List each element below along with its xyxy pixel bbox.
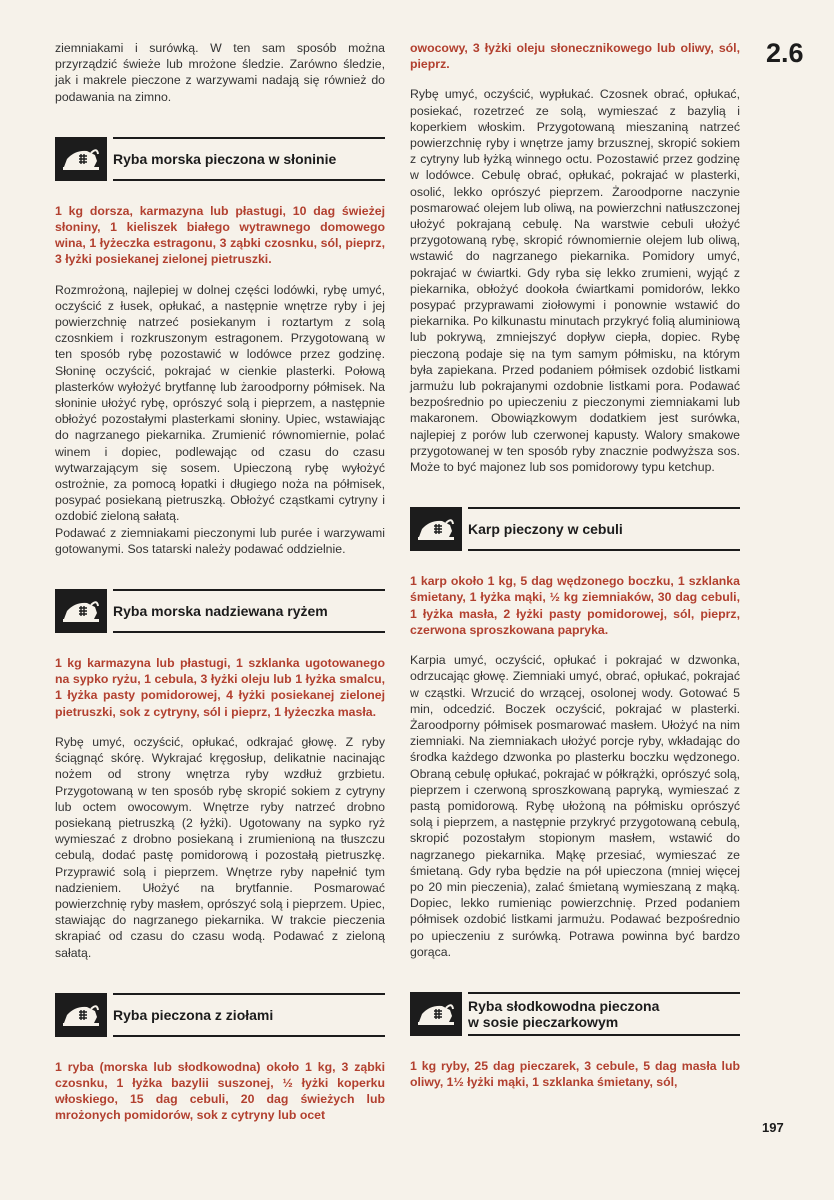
recipe-title [468, 994, 740, 1034]
baking-dish-icon [410, 507, 462, 551]
ingredients-text: 1 kg dorsza, karmazyna lub płastugi, 10 dag świeżej słoniny, 1 kieliszek białego wytrawnego domowego wina, 1 łyżeczka estragonu, 3 ząbki czosnku, sól, pieprz, 3 łyżki posiekanej zielonej pietruszki. [55, 203, 385, 267]
recipe-header [55, 993, 385, 1037]
ingredients-text: 1 karp około 1 kg, 5 dag wędzonego boczku, 1 szklanka śmietany, 1 łyżka mąki, ½ kg ziemniaków, 30 dag cebuli, 1 łyżka masła, 2 łyżki pasty pomidorowej, sól, pieprz, czerwona sproszkowana papryka. [410, 574, 740, 637]
intro-text: ziemniakami i surówką. W ten sam sposób można przyrządzić świeże lub mrożone śledzie. Zarówno śledzie, jak i makrele pieczone z warzywami nadają się również do podawania na zimno. [55, 41, 385, 104]
instructions-text: Karpia umyć, oczyścić, opłukać i pokrajać w dzwonka, odrzucając głowę. Ziemniaki umyć, obrać, opłukać, pokrajać w cząstki. Wrzucić do wrzącej, osolonej wody. Gotować 5 min, odcedzić. Boczek oczyścić, pokrajać w plasterki. Żaroodporny półmisek posmarować masłem. Ułożyć na nim ziemniaki. Na ziemniakach ułożyć porcje ryby, wkładając do środka każdego dzwonka po plasterku boczku wędzonego. Obraną cebulę opłukać, pokrajać w półkrążki, oprószyć solą, pieprzem i czerwoną sproszkowaną papryką, wymieszać z pastą pomidorową. Rybę ułożoną na półmisku oprószyć solą i pieprzem, a następnie przykryć przygotowaną cebulą, skropić pozostałym stopionym masłem, wstawić do nagrzanego piekarnika. Mąkę przesiać, wymieszać ze śmietaną. Gdy ryba będzie na pół upieczona (mniej więcej po 20 min pieczenia), zalać śmietaną wymieszaną z mąką. Dopiec, lekko rumieniąc powierzchnię. Przed podaniem półmisek ozdobić listkami jarmużu. Podawać bezpośrednio po upieczeniu z surówką. Potrawa powinna być bardzo gorąca. [410, 653, 740, 959]
left-column [55, 40, 385, 1124]
recipe-header [410, 992, 740, 1036]
baking-dish-icon [410, 992, 462, 1036]
baking-dish-icon [55, 589, 107, 633]
baking-dish-icon [55, 993, 107, 1037]
page-number: 197 [762, 1120, 784, 1135]
recipe-header [410, 507, 740, 551]
ingredients-text: 1 ryba (morska lub słodkowodna) około 1 kg, 3 ząbki czosnku, 1 łyżka bazylii suszonej, ½ łyżki koperku włoskiego, 15 dag cebuli, 20 dag świeżych lub mrożonych pomidorów, sok z cytryny lub ocet [55, 1059, 385, 1123]
recipe-title-line1: Ryba słodkowodna pieczona [468, 997, 660, 1014]
recipe-header [55, 137, 385, 181]
serving-text: Podawać z ziemniakami pieczonymi lub purée i warzywami gotowanymi. Sos tatarski należy podawać oddzielnie. [55, 525, 385, 556]
instructions-text: Rybę umyć, oczyścić, wypłukać. Czosnek obrać, opłukać, posiekać, rozetrzeć ze solą, wymieszać z bazylią i koperkiem włoskim. Przygotowaną mieszaniną natrzeć powierzchnię ryby i wnętrze jamy brzusznej, skropić sokiem z cytryny lub łyżką winnego octu. Pozostawić przez godzinę w lodówce. Cebulę obrać, opłukać, pokrajać w plasterki, osolić, lekko oprószyć pieprzem. Żaroodporne naczynie posmarować olejem lub oliwą, na powierzchni natłuszczonej ułożyć pokrajaną cebulę. Na warstwie cebuli ułożyć przygotowaną rybę, skropić równomiernie olejem lub oliwą, wstawić do nagrzanego piekarnika. Pomidory umyć, pokrajać w ćwiartki. Gdy ryba się lekko zrumieni, wyjąć z piekarnika, obłożyć dookoła ćwiartkami pomidorów, lekko posypać przyprawami ziołowymi i ponownie wstawić do piekarnika. Po kilkunastu minutach przykryć folią aluminiową lub pokrywą, zmniejszyć dopływ ciepła, dopiec. Rybę pieczoną podaje się na tym samym półmisku, na którym była zapiekana. Przed podaniem półmisek ozdobić listkami jarmużu lub pokrajanymi ozdobnie listkami pora. Podawać bezpośrednio po upieczeniu z pieczonymi ziemniakami lub makaronem. Obowiązkowym dodatkiem jest surówka, najlepiej z porów lub czerwonej kapusty. Walory smakowe przygotowanej w ten sposób ryby znacznie podwyższa sos. Może to być majonez lub sos pomidorowy typu ketchup. [410, 87, 740, 475]
recipe-title: Karp pieczony w cebuli [468, 521, 623, 538]
instructions-text: Rybę umyć, oczyścić, opłukać, odkrajać głowę. Z ryby ściągnąć skórę. Wykrajać kręgosłup, delikatnie nacinając nożem od strony wnętrza ryby wzdłuż grzbietu. Przygotowaną w ten sposób rybę skropić sokiem z cytryny lub octem owocowym. Wnętrze ryby natrzeć drobno posiekaną pietruszką (2 łyżki). Ugotowany na sypko ryż wymieszać z drobno posiekaną i zrumienioną na tłuszczu cebulą, dodać pastę pomidorową i pozostałą pietruszkę. Przyprawić solą i pieprzem. Wnętrze ryby napełnić tym nadzieniem. Ułożyć na brytfannie. Posmarować powierzchnię ryby masłem, oprószyć solą i pieprzem. Upiec, stawiając do nagrzanego piekarnika. W trakcie pieczenia skrapiać od czasu do czasu wodą. Podawać z zieloną sałatą. [55, 734, 385, 960]
recipe-title: Ryba morska nadziewana ryżem [113, 603, 328, 620]
recipe-header [55, 589, 385, 633]
right-column [410, 40, 740, 1090]
instructions-text: Rozmrożoną, najlepiej w dolnej części lodówki, rybę umyć, oczyścić z łusek, opłukać, a następnie wnętrze ryby i jej powierzchnię natrzeć posiekanym i roztartym z solą czosnkiem i rozkruszonym estragonem. Przygotowaną w ten sposób rybę pozostawić w lodówce przez godzinę. Słoninę oczyścić, pokrajać w cienkie plasterki. Połową plasterków wyłożyć brytfannę lub żaroodporny półmisek. Na słoninie ułożyć rybę, oprószyć solą i pieprzem, a następnie obłożyć pozostałymi plasterkami słoniny. Upiec, wstawiając do nagrzanego piekarnika. Zrumienić równomiernie, polać winem i dopiec, podlewając od czasu do czasu wytwarzającym się sosem. Upieczoną rybę wyłożyć ostrożnie, za pomocą łopatki i długiego noża na półmisek, posypać posiekaną pietruszką. Obłożyć cząstkami cytryny i ozdobić zieloną sałatą. [55, 282, 385, 524]
ingredients-continued-text: owocowy, 3 łyżki oleju słonecznikowego lub oliwy, sól, pieprz. [410, 41, 740, 72]
recipe-title-line2: w sosie pieczarkowym [468, 1013, 619, 1030]
ingredients-text: 1 kg ryby, 25 dag pieczarek, 3 cebule, 5 dag masła lub oliwy, 1½ łyżki mąki, 1 szklanka śmietany, sól, [410, 1058, 740, 1090]
recipe-title: Ryba morska pieczona w słoninie [113, 150, 337, 167]
ingredients-text: 1 kg karmazyna lub płastugi, 1 szklanka ugotowanego na sypko ryżu, 1 cebula, 3 łyżki oleju lub 1 łyżka smalcu, 1 łyżka pasty pomidorowej, 4 łyżki posiekanej zielonej pietruszki, sok z cytryny, sól i pieprz, 1 łyżeczka masła. [55, 656, 385, 719]
section-number: 2.6 [766, 38, 804, 68]
baking-dish-icon [55, 137, 107, 181]
recipe-title: Ryba pieczona z ziołami [113, 1006, 274, 1023]
